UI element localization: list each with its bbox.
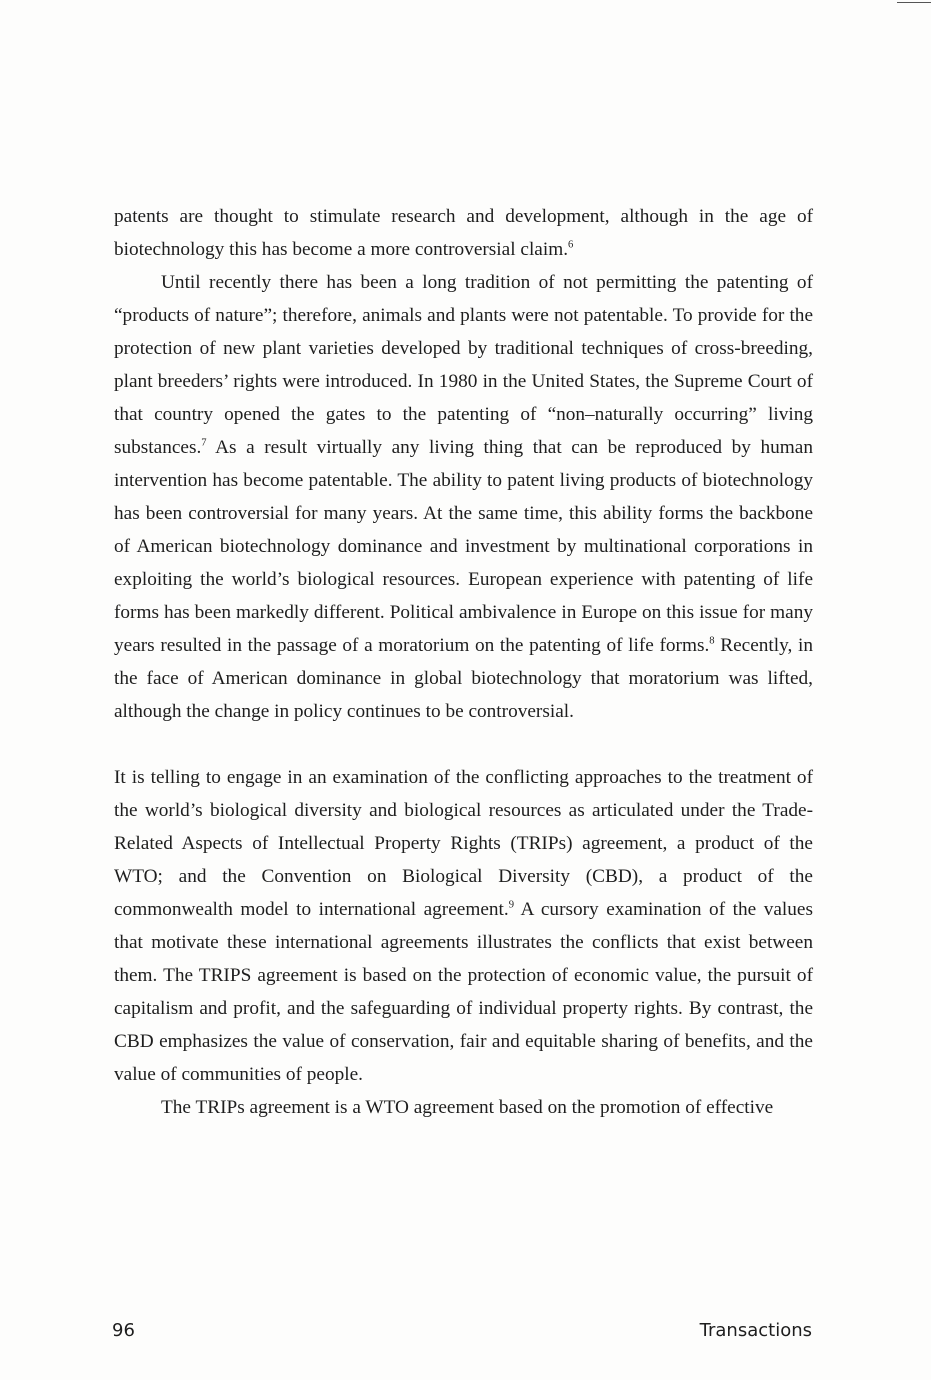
footnote-ref-9: 9 [508,899,515,911]
footnote-ref-6: 6 [568,239,574,251]
page-body [114,200,813,1124]
paragraph-2: Until recently there has been a long tradition of not permitting the patenting of “products of nature”; therefore, animals and plants were not patentable. To provide for the protection of new plant varieties developed by traditional techniques of cross-breeding, plant breeders’ rights were introduced. In 1980 in the United States, the Supreme Court of that country opened the gates to the patenting of “non–naturally occurring” living substances.$^7$ As a result virtually any living thing that can be reproduced by human intervention has become patentable. The ability to patent living products of biotechnology has been controversial for many years. At the same time, this ability forms the backbone of American biotechnology dominance and investment by multinational corporations in exploiting the world’s biological resources. European experience with patenting of life forms has been markedly different. Political ambivalence in Europe on this issue for many years resulted in the passage of a moratorium on the patenting of life forms.$^8$ Recently, in the face of American dominance in global biotechnology that moratorium was lifted, although the change in policy continues to be controversial. [114,272,813,722]
paragraph-1: patents are thought to stimulate research and development, although in the age of biotechnology this has become a more controversial claim.$^6$ [114,206,813,260]
paragraph-4: The TRIPs agreement is a WTO agreement based on the promotion of effective [161,1097,774,1118]
paragraph-3: It is telling to engage in an examination of the conflicting approaches to the treatment of the world’s biological diversity and biological resources as articulated under the Trade-Related Aspects of Intellectual Property Rights (TRIPs) agreement, a product of the WTO; and the Convention on Biological Diversity (CBD), a product of the commonwealth model to international agreement.$^9$ A cursory examination of the values that motivate these international agreements illustrates the conflicts that exist between them. The TRIPS agreement is based on the protection of economic value, the pursuit of capitalism and profit, and the safeguarding of individual property rights. By contrast, the CBD emphasizes the value of conservation, fair and equitable sharing of benefits, and the value of communities of people. [114,767,813,1085]
footnote-ref-7: 7 [201,437,207,449]
page-number: 96 [112,1320,135,1341]
footnote-ref-8: 8 [709,635,715,647]
running-title: Transactions [699,1320,812,1341]
corner-rule [897,2,931,3]
